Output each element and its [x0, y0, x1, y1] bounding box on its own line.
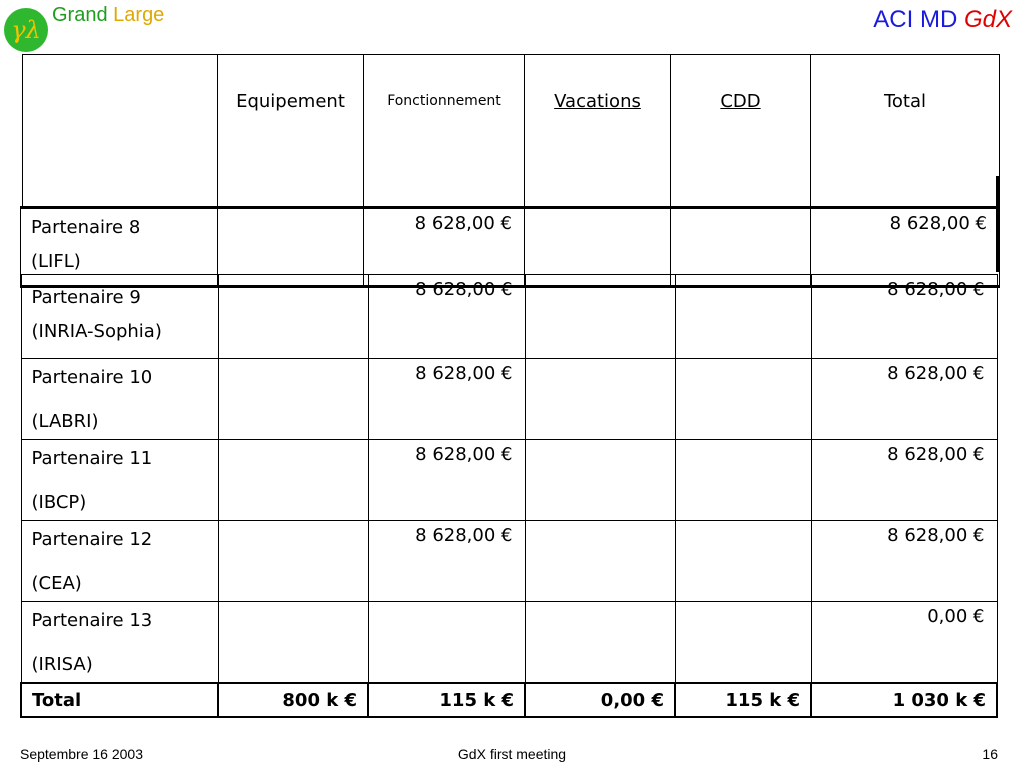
totals-cdd: 115 k €	[675, 683, 811, 717]
vacations-cell	[525, 275, 675, 359]
total-cell: 0,00 €	[811, 602, 997, 684]
equipement-cell	[218, 275, 368, 359]
totals-label: Total	[21, 683, 218, 717]
header-blank-cell	[23, 55, 218, 209]
footer-event: GdX first meeting	[457, 746, 567, 762]
gamma-lambda-logo-icon	[2, 6, 50, 54]
cdd-cell	[675, 521, 811, 602]
logo-word-large: Large	[113, 4, 165, 26]
logo-wordmark	[52, 4, 164, 27]
table-row	[21, 521, 997, 602]
equipement-cell	[218, 602, 368, 684]
table-right-border	[996, 176, 1000, 272]
partner-name: Partenaire 12	[31, 529, 153, 550]
partner-org: (IBCP)	[31, 492, 87, 513]
totals-equipement: 800 k €	[218, 683, 368, 717]
total-cell: 8 628,00 €	[811, 440, 997, 521]
partner-name: Partenaire 9	[31, 287, 141, 308]
header-cdd: CDD	[671, 55, 811, 209]
slide-title	[873, 6, 1012, 34]
title-prefix: ACI MD	[873, 6, 964, 33]
partner-name-cell	[21, 440, 218, 521]
totals-row	[21, 683, 997, 717]
totals-vacations: 0,00 €	[525, 683, 675, 717]
vacations-cell	[525, 602, 675, 684]
header-vacations: Vacations	[525, 55, 671, 209]
fonctionnement-cell	[368, 602, 525, 684]
header-total: Total	[811, 55, 1000, 209]
equipement-cell	[218, 521, 368, 602]
footer-page-number: 16	[982, 746, 998, 762]
table-row	[21, 275, 997, 359]
table-row	[21, 440, 997, 521]
total-cell: 8 628,00 €	[811, 275, 997, 359]
fonctionnement-cell: 8 628,00 €	[368, 359, 525, 440]
header-equipement: Equipement	[218, 55, 364, 209]
partner-name: Partenaire 8	[31, 217, 141, 238]
vacations-cell	[525, 359, 675, 440]
footer-date: Septembre 16 2003	[20, 746, 143, 762]
fonctionnement-cell: 8 628,00 €	[368, 440, 525, 521]
cdd-cell	[675, 275, 811, 359]
partner-name: Partenaire 10	[31, 367, 153, 388]
table-row	[21, 602, 997, 684]
total-cell: 8 628,00 €	[811, 208, 1000, 287]
partner-name-cell	[21, 521, 218, 602]
fonctionnement-cell: 8 628,00 €	[368, 275, 525, 359]
equipement-cell	[218, 359, 368, 440]
partner-name-cell	[21, 602, 218, 684]
partner-name: Partenaire 13	[31, 610, 153, 631]
total-cell: 8 628,00 €	[811, 359, 997, 440]
cdd-cell	[675, 359, 811, 440]
partner-org: (CEA)	[31, 573, 82, 594]
fonctionnement-cell: 8 628,00 €	[364, 208, 525, 287]
totals-fonctionnement: 115 k €	[368, 683, 525, 717]
vacations-cell	[525, 521, 675, 602]
partner-org: (INRIA-Sophia)	[31, 321, 162, 342]
vacations-cell	[525, 440, 675, 521]
table-row	[21, 359, 997, 440]
equipement-cell	[218, 440, 368, 521]
fonctionnement-cell: 8 628,00 €	[368, 521, 525, 602]
partner-org: (LABRI)	[31, 411, 99, 432]
partner-name-cell	[21, 359, 218, 440]
budget-table-body	[20, 274, 998, 718]
total-cell: 8 628,00 €	[811, 521, 997, 602]
grand-large-logo	[0, 0, 200, 56]
budget-table-header	[22, 54, 1000, 209]
header-fonctionnement: Fonctionnement	[364, 55, 525, 209]
totals-total: 1 030 k €	[811, 683, 997, 717]
cdd-cell	[675, 602, 811, 684]
partner-org: (IRISA)	[31, 654, 93, 675]
partner-org: (LIFL)	[31, 251, 81, 272]
title-emphasis: GdX	[963, 6, 1012, 33]
cdd-cell	[675, 440, 811, 521]
partner-name: Partenaire 11	[31, 448, 153, 469]
svg-text:γλ: γλ	[11, 16, 41, 44]
logo-word-grand: Grand	[52, 4, 108, 26]
partner-name-cell	[21, 275, 218, 359]
